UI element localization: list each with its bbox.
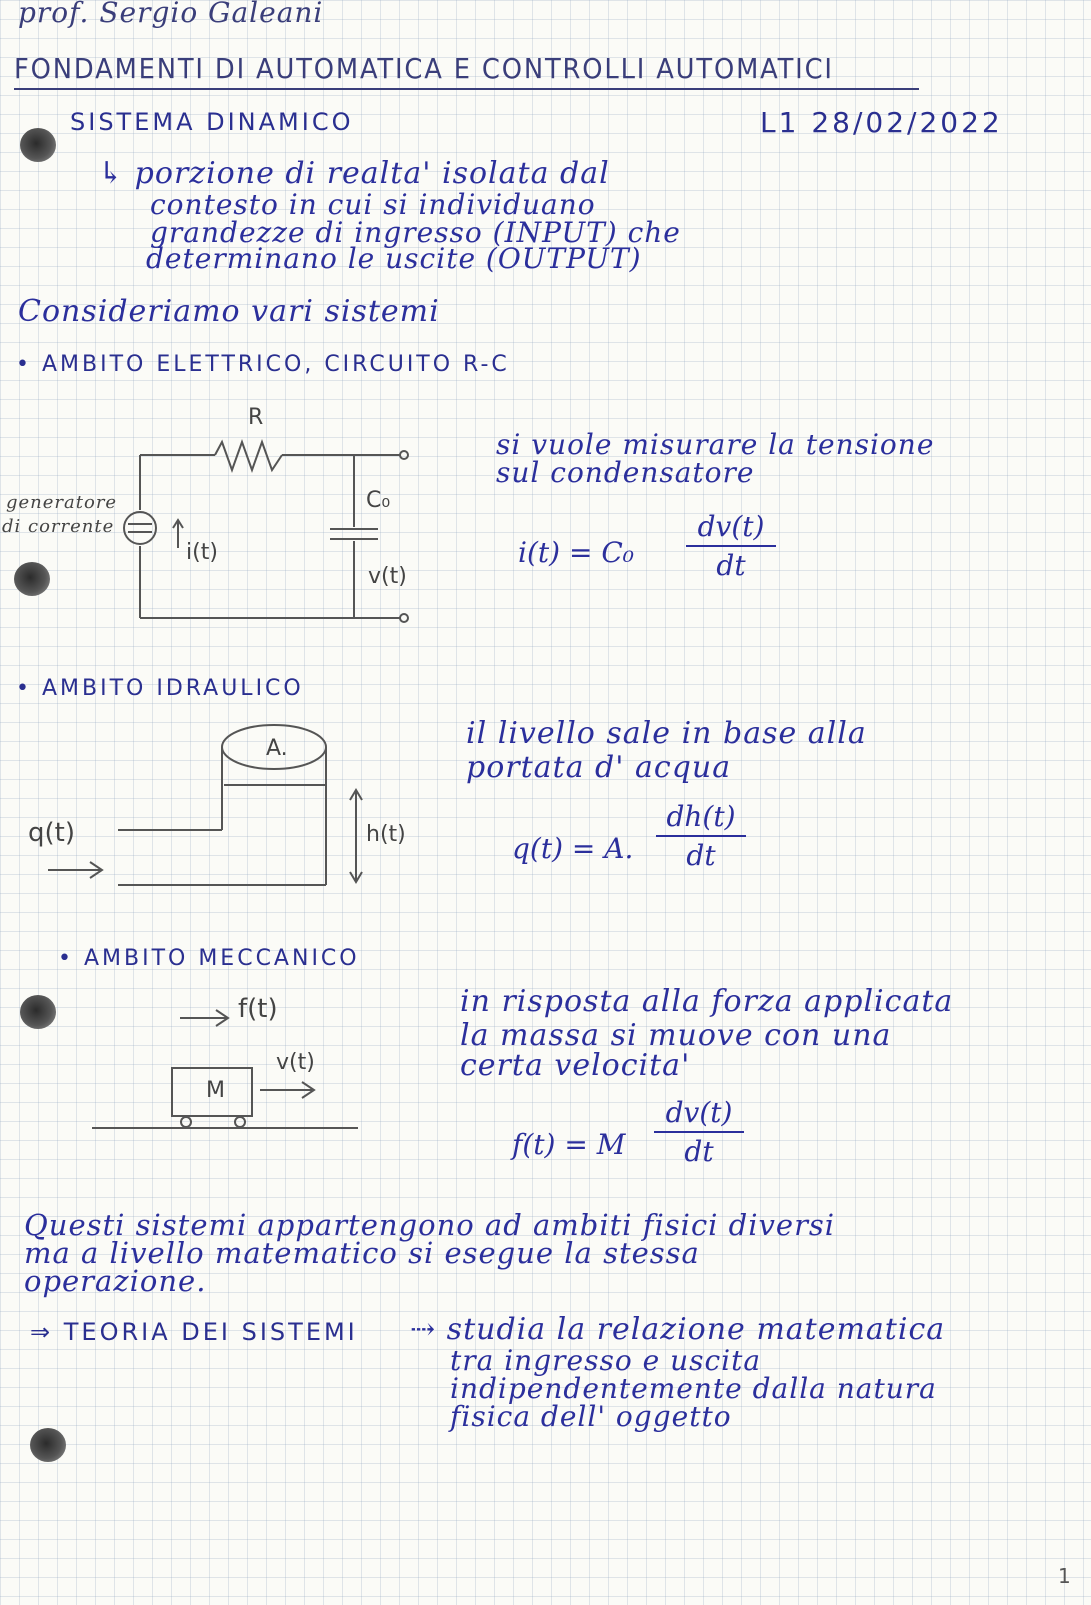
hydraulic-formula-numerator: dh(t): [666, 800, 736, 833]
theory-desc-1: ⇢ studia la relazione matematica: [410, 1312, 946, 1347]
summary-line-3: operazione.: [24, 1264, 207, 1298]
current-label: i(t): [186, 540, 218, 565]
mass-label: M: [206, 1078, 225, 1103]
electric-formula-lhs: i(t) = C₀: [518, 536, 634, 569]
summary-line-1: Questi sistemi appartengono ad ambiti fisici diversi: [24, 1208, 836, 1242]
electric-formula-denominator: dt: [716, 549, 746, 582]
theory-desc-4: fisica dell' oggetto: [450, 1400, 732, 1433]
electric-formula-numerator: dv(t): [697, 510, 765, 543]
intro-text: Consideriamo vari sistemi: [18, 294, 440, 329]
punch-hole-2: [14, 562, 50, 596]
height-label: h(t): [366, 822, 406, 847]
tank-area-label: A.: [266, 736, 288, 761]
course-title-underline: [14, 88, 919, 90]
hydraulic-title: • AMBITO IDRAULICO: [16, 676, 304, 701]
professor-name: prof. Sergio Galeani: [18, 0, 324, 29]
mechanical-desc-3: certa velocita': [460, 1048, 691, 1083]
theory-label: ⇒ TEORIA DEI SISTEMI: [30, 1318, 358, 1346]
definition-line-1: ↳ porzione di realta' isolata dal: [98, 156, 610, 191]
lesson-date: L1 28/02/2022: [760, 106, 1003, 139]
flow-label: q(t): [28, 818, 75, 848]
fraction-line: [656, 835, 746, 837]
resistor-label: R: [248, 405, 264, 430]
page-number: 1: [1058, 1564, 1071, 1588]
summary-line-2: ma a livello matematico si esegue la stessa: [24, 1236, 700, 1270]
capacitor-label: C₀: [366, 488, 391, 513]
electric-desc-1: si vuole misurare la tensione: [496, 428, 935, 461]
definition-line-2: contesto in cui si individuano: [150, 188, 596, 221]
fraction-line: [686, 545, 776, 547]
mechanical-formula-fraction: [654, 1096, 744, 1168]
mechanical-desc-2: la massa si muove con una: [460, 1018, 892, 1053]
mechanical-formula-lhs: f(t) = M: [512, 1128, 626, 1161]
mechanical-formula-numerator: dv(t): [665, 1096, 733, 1129]
theory-desc-3: indipendentemente dalla natura: [450, 1372, 937, 1405]
velocity-label: v(t): [276, 1050, 315, 1075]
force-label: f(t): [238, 994, 278, 1024]
course-title: FONDAMENTI DI AUTOMATICA E CONTROLLI AUTOMATICI: [14, 52, 834, 85]
hydraulic-formula-fraction: [656, 800, 746, 872]
electric-formula-fraction: [686, 510, 776, 582]
punch-hole-4: [30, 1428, 66, 1462]
theory-desc-2: tra ingresso e uscita: [450, 1344, 762, 1377]
punch-hole-3: [20, 995, 56, 1029]
mechanical-title: • AMBITO MECCANICO: [58, 946, 360, 971]
generator-label-2: di corrente: [2, 516, 115, 537]
mechanical-desc-1: in risposta alla forza applicata: [460, 984, 954, 1019]
voltage-label: v(t): [368, 564, 407, 589]
fraction-line: [654, 1131, 744, 1133]
electric-title: • AMBITO ELETTRICO, CIRCUITO R-C: [16, 352, 510, 377]
hydraulic-formula-denominator: dt: [686, 839, 716, 872]
section-title: SISTEMA DINAMICO: [70, 108, 354, 136]
generator-label-1: generatore: [6, 492, 118, 513]
punch-hole-1: [20, 128, 56, 162]
hydraulic-desc-1: il livello sale in base alla: [466, 716, 867, 751]
definition-line-3: grandezze di ingresso (INPUT) che: [150, 216, 681, 249]
electric-desc-2: sul condensatore: [496, 456, 755, 489]
definition-line-4: determinano le uscite (OUTPUT): [146, 242, 642, 275]
mechanical-formula-denominator: dt: [684, 1135, 714, 1168]
hydraulic-formula-lhs: q(t) = A.: [512, 832, 634, 865]
hydraulic-desc-2: portata d' acqua: [466, 750, 732, 785]
